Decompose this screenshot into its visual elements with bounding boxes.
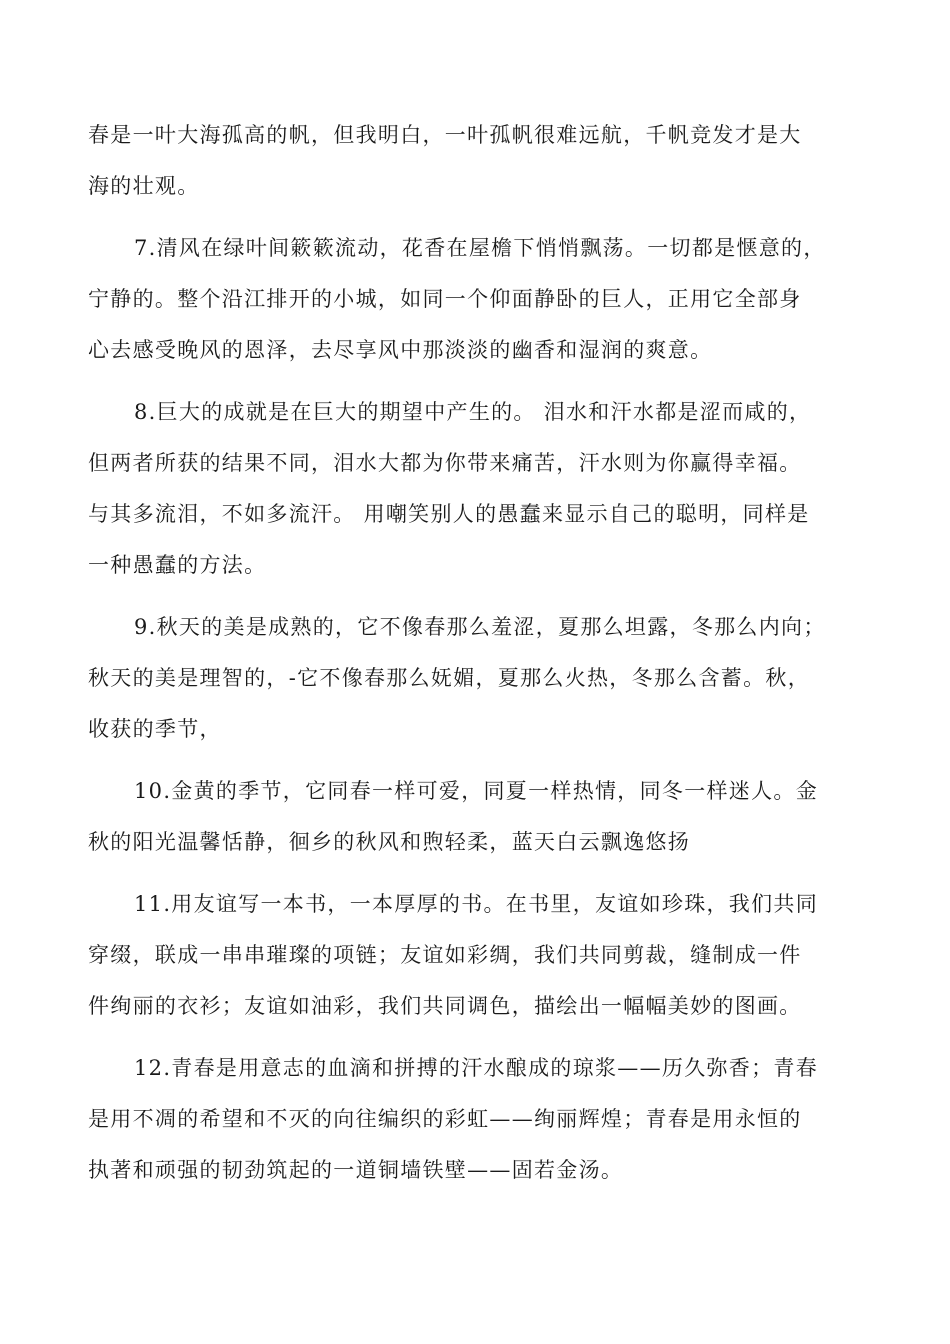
text-line: 是用不凋的希望和不灭的向往编织的彩虹——绚丽辉煌；青春是用永恒的 [88,1107,802,1131]
text-line: 执著和顽强的韧劲筑起的一道铜墙铁壁——固若金汤。 [88,1158,624,1182]
text-line: 秋天的美是理智的，-它不像春那么妩媚，夏那么火热，冬那么含蓄。秋， [88,666,810,690]
text-line: 心去感受晚风的恩泽，去尽享风中那淡淡的幽香和湿润的爽意。 [88,338,713,362]
text-line: 12.青春是用意志的血滴和拼搏的汗水酿成的琼浆——历久弥香；青春 [134,1056,818,1080]
text-line: 与其多流泪，不如多流汗。 用嘲笑别人的愚蠢来显示自己的聪明，同样是 [88,502,810,526]
text-line: 11.用友谊写一本书，一本厚厚的书。在书里，友谊如珍珠，我们共同 [134,892,818,916]
text-line: 10.金黄的季节，它同春一样可爱，同夏一样热情，同冬一样迷人。金 [134,779,818,803]
text-line: 春是一叶大海孤高的帆，但我明白，一叶孤帆很难远航，千帆竞发才是大 [88,123,802,147]
text-line: 但两者所获的结果不同，泪水大都为你带来痛苦，汗水则为你赢得幸福。 [88,451,802,475]
text-line: 秋的阳光温馨恬静，徊乡的秋风和煦轻柔，蓝天白云飘逸悠扬 [88,830,691,854]
text-line: 7.清风在绿叶间簌簌流动，花香在屋檐下悄悄飘荡。一切都是惬意的， [134,236,826,260]
text-line: 海的壮观。 [88,174,200,198]
text-line: 宁静的。整个沿江排开的小城，如同一个仰面静卧的巨人，正用它全部身 [88,287,802,311]
text-line: 一种愚蠢的方法。 [88,553,267,577]
text-line: 9.秋天的美是成熟的，它不像春那么羞涩，夏那么坦露，冬那么内向； [134,615,826,639]
text-line: 穿缀，联成一串串璀璨的项链；友谊如彩绸，我们共同剪裁，缝制成一件 [88,943,802,967]
text-line: 收获的季节， [88,717,222,741]
text-line: 件绚丽的衣衫；友谊如油彩，我们共同调色，描绘出一幅幅美妙的图画。 [88,994,802,1018]
text-line: 8.巨大的成就是在巨大的期望中产生的。 泪水和汗水都是涩而咸的， [134,400,812,424]
